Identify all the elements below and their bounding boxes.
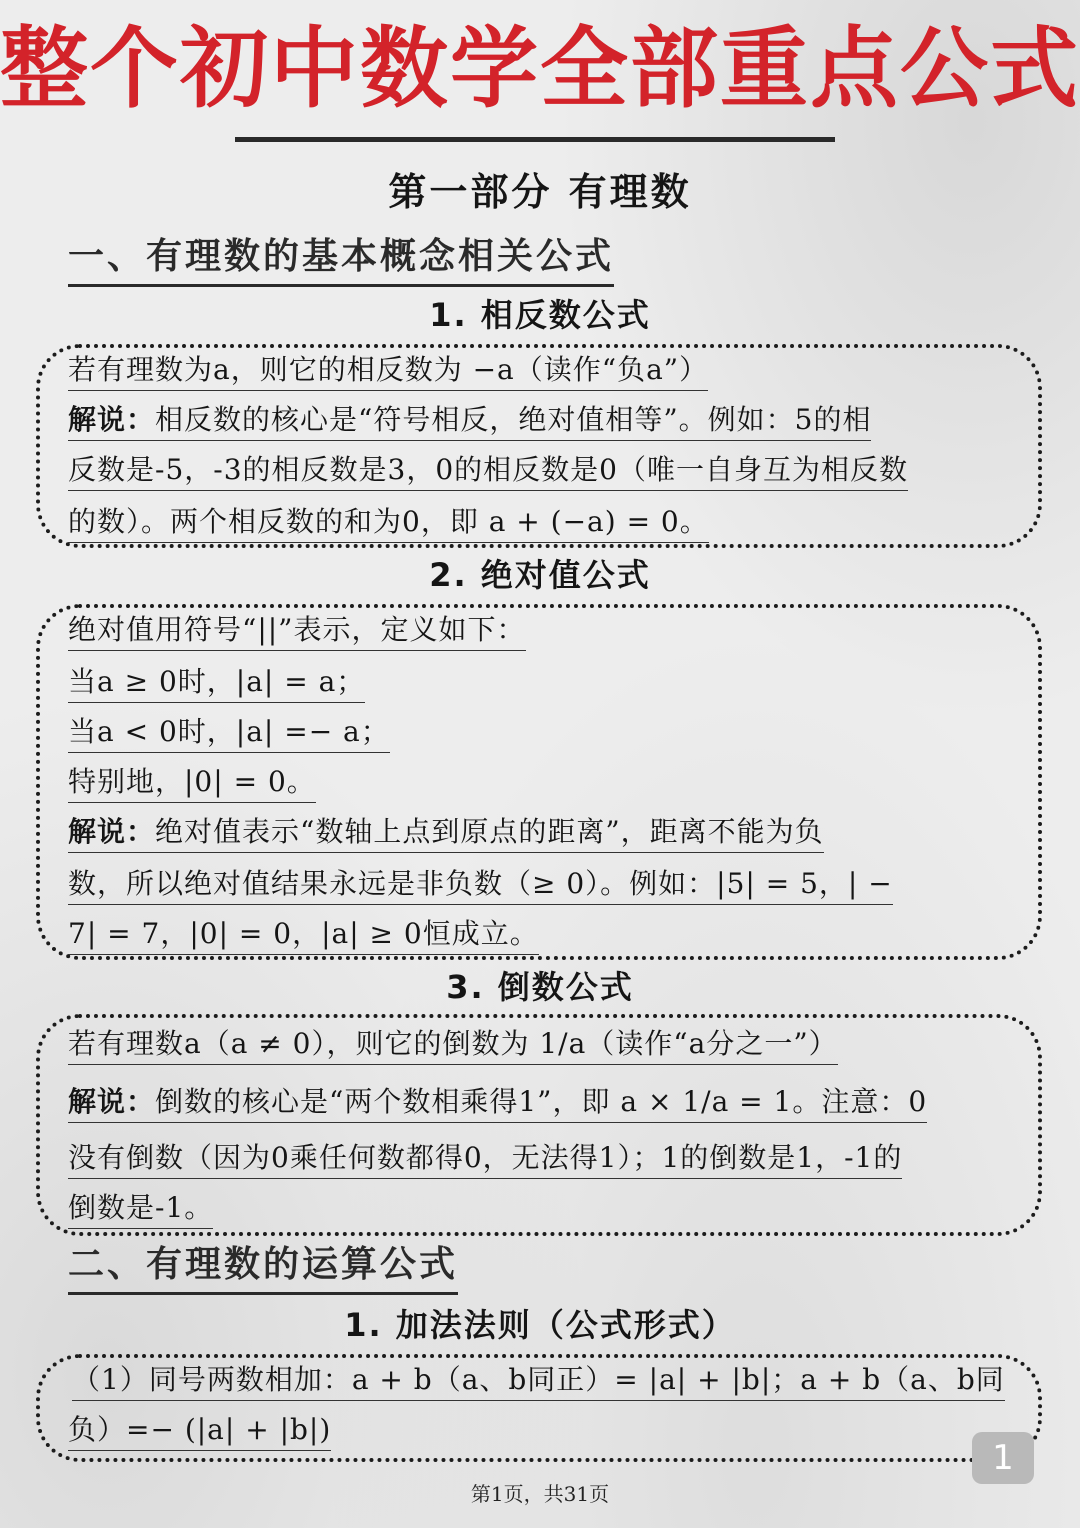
title-rule	[235, 137, 835, 142]
explain-label: 解说：	[68, 403, 156, 436]
addition-line-2: 负）=− (|a| + |b|)	[68, 1410, 331, 1451]
opposite-line-3: 反数是-5，-3的相反数是3，0的相反数是0（唯一自身互为相反数	[68, 450, 908, 491]
subheading-opposite: 1. 相反数公式	[429, 296, 651, 334]
reciprocal-line-4: 倒数是-1。	[68, 1188, 213, 1229]
absolute-line-4: 特别地，|0| = 0。	[68, 762, 316, 803]
reciprocal-line-3: 没有倒数（因为0乘任何数都得0，无法得1）；1的倒数是1，-1的	[68, 1138, 902, 1179]
opposite-line-4: 的数）。两个相反数的和为0，即 a + (−a) = 0。	[68, 502, 709, 543]
page-footer: 第1页，共31页	[470, 1482, 610, 1506]
subheading-absolute: 2. 绝对值公式	[429, 556, 651, 594]
absolute-line-5-text: 绝对值表示“数轴上点到原点的距离”，距离不能为负	[155, 815, 824, 848]
absolute-line-5	[68, 812, 824, 853]
part-title: 第一部分 有理数	[388, 170, 692, 214]
subheading-addition: 1. 加法法则（公式形式）	[344, 1306, 736, 1344]
absolute-line-7: 7| = 7，|0| = 0，|a| ≥ 0恒成立。	[68, 914, 539, 955]
opposite-line-1: 若有理数为a，则它的相反数为 −a（读作“负a”）	[68, 350, 708, 391]
opposite-line-2	[68, 400, 871, 441]
explain-label: 解说：	[68, 1085, 156, 1118]
absolute-line-6: 数，所以绝对值结果永远是非负数（≥ 0）。例如：|5| = 5，| −	[68, 864, 893, 905]
reciprocal-line-2	[68, 1082, 927, 1123]
explain-label: 解说：	[68, 815, 156, 848]
subheading-reciprocal: 3. 倒数公式	[446, 968, 634, 1006]
absolute-line-2: 当a ≥ 0时，|a| = a；	[68, 662, 365, 703]
opposite-line-2-text: 相反数的核心是“符号相反，绝对值相等”。例如：5的相	[155, 403, 872, 436]
absolute-line-1: 绝对值用符号“||”表示，定义如下：	[68, 610, 526, 651]
page-number-badge: 1	[972, 1432, 1034, 1484]
main-title: 整个初中数学全部重点公式	[0, 17, 1080, 120]
section-heading-2: 二、有理数的运算公式	[68, 1240, 458, 1295]
addition-line-1: （1）同号两数相加：a + b（a、b同正）= |a| + |b|；a + b（a、b同	[72, 1360, 1005, 1401]
reciprocal-line-1: 若有理数a（a ≠ 0），则它的倒数为 1/a（读作“a分之一”）	[68, 1024, 838, 1065]
section-heading-1: 一、有理数的基本概念相关公式	[68, 232, 614, 287]
absolute-line-3: 当a < 0时，|a| =− a；	[68, 712, 390, 753]
reciprocal-line-2-text: 倒数的核心是“两个数相乘得1”，即 a × 1/a = 1。注意：0	[155, 1085, 928, 1118]
